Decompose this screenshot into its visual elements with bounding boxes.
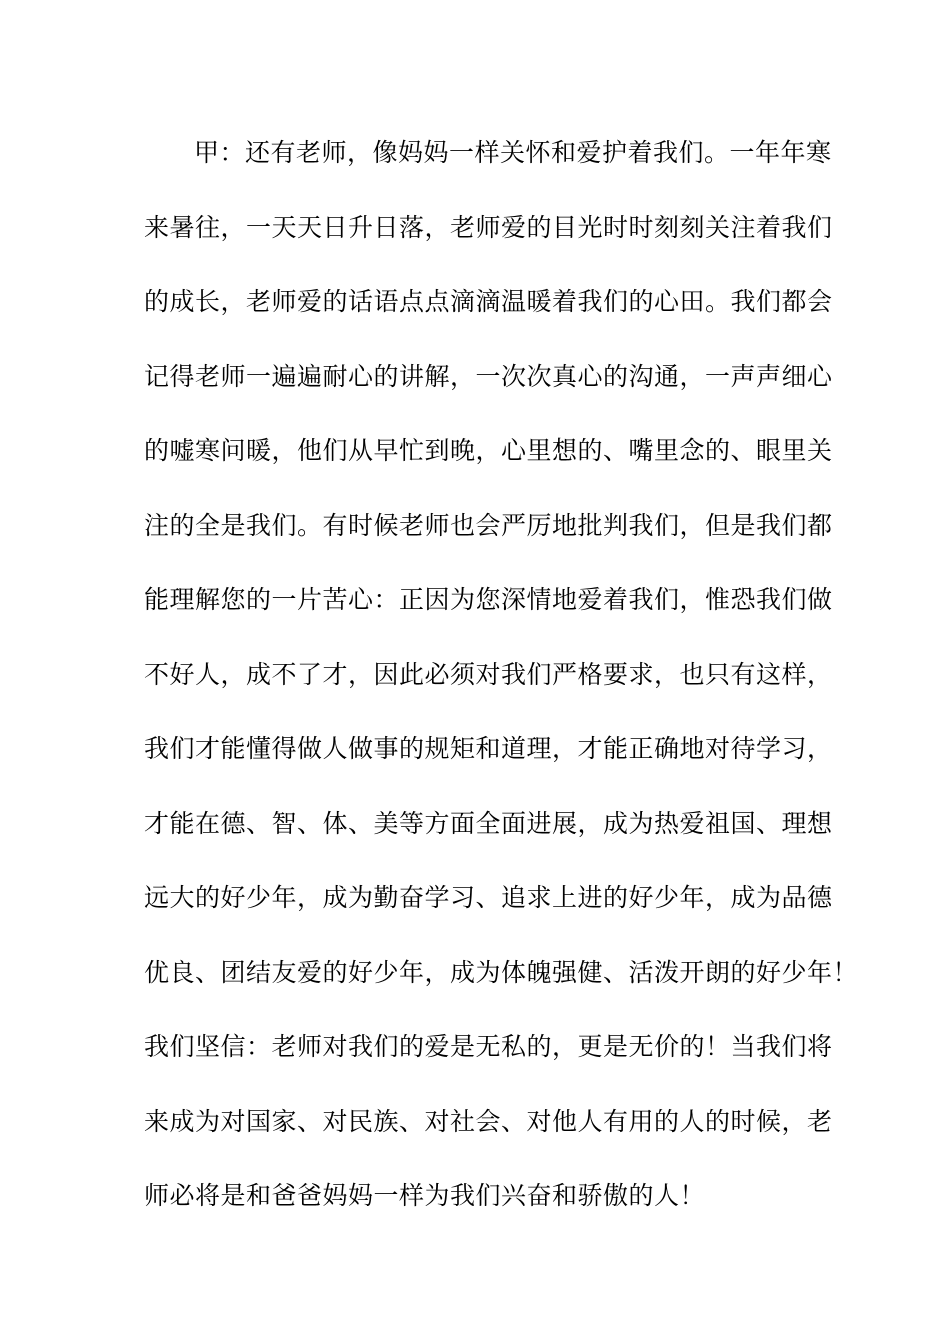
text-line-1: 甲：还有老师，像妈妈一样关怀和爱护着我们。一年年寒 <box>194 138 832 167</box>
text-line-4: 记得老师一遍遍耐心的讲解，一次次真心的沟通，一声声细心 <box>144 361 833 391</box>
text-line-2: 来暑往，一天天日升日落，老师爱的目光时时刻刻关注着我们 <box>144 212 833 242</box>
text-line-8: 不好人，成不了才，因此必须对我们严格要求，也只有这样， <box>144 659 833 689</box>
text-line-11: 远大的好少年，成为勤奋学习、追求上进的好少年，成为品德 <box>144 883 833 912</box>
text-line-13: 我们坚信：老师对我们的爱是无私的，更是无价的！当我们将 <box>144 1032 833 1061</box>
text-line-6: 注的全是我们。有时候老师也会严厉地批判我们，但是我们都 <box>144 510 833 540</box>
text-line-7: 能理解您的一片苦心：正因为您深情地爱着我们，惟恐我们做 <box>144 585 833 614</box>
text-line-5: 的嘘寒问暖，他们从早忙到晚，心里想的、嘴里念的、眼里关 <box>144 436 833 465</box>
paragraph <box>144 128 859 1246</box>
text-line-12: 优良、团结友爱的好少年，成为体魄强健、活泼开朗的好少年！ <box>144 957 859 987</box>
text-line-14: 来成为对国家、对民族、对社会、对他人有用的人的时候，老 <box>144 1106 833 1136</box>
text-line-15: 师必将是和爸爸妈妈一样为我们兴奋和骄傲的人！ <box>144 1181 706 1210</box>
text-line-10: 才能在德、智、体、美等方面全面进展，成为热爱祖国、理想 <box>144 808 833 838</box>
text-line-9: 我们才能懂得做人做事的规矩和道理，才能正确地对待学习， <box>144 734 833 763</box>
text-line-3: 的成长，老师爱的话语点点滴滴温暖着我们的心田。我们都会 <box>144 287 833 316</box>
